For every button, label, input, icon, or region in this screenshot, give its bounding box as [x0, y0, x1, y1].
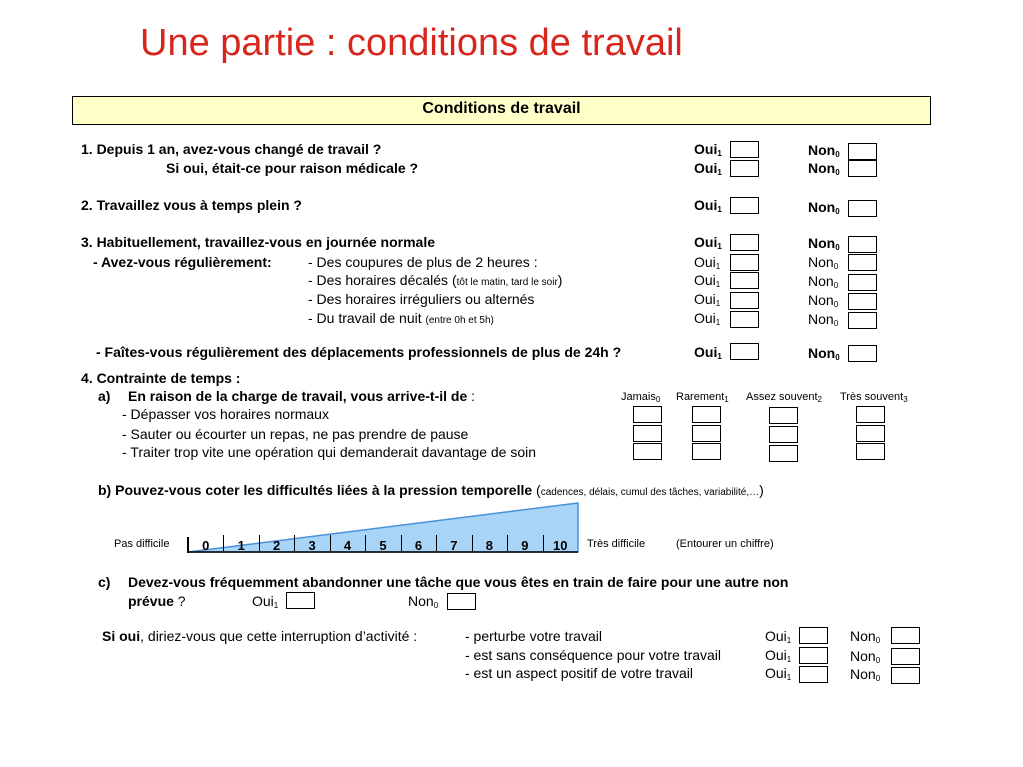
non-label: Non$_0$	[808, 273, 839, 290]
q4c-line2: prévue ?	[128, 593, 186, 609]
scale-value-8[interactable]: 8	[485, 538, 493, 553]
scale-tick	[330, 535, 331, 551]
q4a-text: En raison de la charge de travail, vous arrive-t-il de :	[128, 388, 476, 404]
oui-label: Oui$_1$	[765, 628, 792, 645]
scale-low-label: Pas difficile	[114, 538, 170, 550]
non-label: Non$_0$	[850, 628, 881, 645]
q4b-text: b) Pouvez-vous coter les difficultés liées à la pression temporelle (cadences, délais, cumul des tâches, variabilité,…)	[98, 482, 764, 498]
scale-tick	[259, 535, 260, 551]
q4a-item: - Dépasser vos horaires normaux	[122, 406, 329, 422]
banner-title: Conditions de travail	[422, 100, 581, 117]
non-label: Non$_0$	[808, 311, 839, 328]
non-label: Non$_0$	[808, 142, 840, 159]
scale-value-2[interactable]: 2	[273, 538, 281, 553]
scale-value-0[interactable]: 0	[202, 538, 210, 553]
freq-header-assez-souvent: Assez souvent$_2$	[746, 391, 822, 404]
scale-tick	[401, 535, 402, 551]
scale-tick	[436, 535, 437, 551]
scale-instruction: (Entourer un chiffre)	[676, 538, 774, 550]
q3-item: - Des horaires décalés (tôt le matin, tard le soir)	[308, 272, 563, 288]
q4c-oui-checkbox[interactable]	[286, 592, 315, 609]
interrupt3-non-checkbox[interactable]	[891, 667, 920, 684]
interrupt1-oui-checkbox[interactable]	[799, 627, 828, 644]
interruption-item: - est un aspect positif de votre travail	[465, 665, 693, 681]
non-label: Non$_0$	[808, 199, 840, 216]
scale-value-3[interactable]: 3	[308, 538, 316, 553]
scale-tick	[472, 535, 473, 551]
oui-label: Oui$_1$	[694, 310, 721, 327]
si-oui-text: Si oui, diriez-vous que cette interruption d’activité :	[102, 628, 418, 644]
scale-value-10[interactable]: 10	[553, 538, 568, 553]
interrupt2-oui-checkbox[interactable]	[799, 647, 828, 664]
q3-item: - Du travail de nuit (entre 0h et 5h)	[308, 310, 494, 326]
q3-sub-label: - Avez-vous régulièrement:	[93, 254, 272, 270]
q4c-line1: Devez-vous fréquemment abandonner une tâche que vous êtes en train de faire pour une autre non	[128, 574, 789, 590]
non-label: Non$_0$	[808, 345, 840, 362]
scale-tick	[365, 535, 366, 551]
freq-header-jamais: Jamais$_0$	[621, 391, 661, 404]
oui-label: Oui$_1$	[765, 665, 792, 682]
q4a-item: - Sauter ou écourter un repas, ne pas prendre de pause	[122, 426, 469, 442]
oui-label: Oui$_1$	[694, 160, 722, 177]
scale-value-7[interactable]: 7	[450, 538, 458, 553]
oui-label: Oui$_1$	[252, 593, 279, 610]
non-label: Non$_0$	[808, 235, 840, 252]
non-label: Non$_0$	[408, 593, 439, 610]
oui-label: Oui$_1$	[765, 647, 792, 664]
oui-label: Oui$_1$	[694, 344, 722, 361]
scale-value-6[interactable]: 6	[414, 538, 423, 553]
scale-high-label: Très difficile	[587, 538, 646, 550]
oui-label: Oui$_1$	[694, 272, 721, 289]
interrupt1-non-checkbox[interactable]	[891, 627, 920, 644]
q4a-prefix: a)	[98, 388, 111, 404]
interrupt3-oui-checkbox[interactable]	[799, 666, 828, 683]
scale-value-9[interactable]: 9	[521, 538, 529, 553]
non-label: Non$_0$	[808, 254, 839, 271]
non-label: Non$_0$	[850, 648, 881, 665]
q4a-item: - Traiter trop vite une opération qui demanderait davantage de soin	[122, 444, 537, 460]
q4c-prefix: c)	[98, 574, 111, 590]
oui-label: Oui$_1$	[694, 141, 722, 158]
non-label: Non$_0$	[808, 292, 839, 309]
scale-tick	[507, 535, 508, 551]
q3-travel: - Faîtes-vous régulièrement des déplacements professionnels de plus de 24h ?	[96, 344, 622, 360]
oui-label: Oui$_1$	[694, 234, 722, 251]
scale-tick	[543, 535, 544, 551]
q2-text: 2. Travaillez vous à temps plein ?	[81, 197, 302, 213]
oui-label: Oui$_1$	[694, 197, 722, 214]
oui-label: Oui$_1$	[694, 254, 721, 271]
scale-tick	[223, 535, 224, 551]
q3-main: 3. Habituellement, travaillez-vous en journée normale	[81, 234, 435, 250]
scale-tick	[294, 535, 295, 551]
interruption-item: - perturbe votre travail	[465, 628, 602, 644]
q1-line1: 1. Depuis 1 an, avez-vous changé de travail ?	[81, 141, 382, 157]
freq-header-tres-souvent: Très souvent$_3$	[840, 391, 908, 404]
freq-header-rarement: Rarement$_1$	[676, 391, 729, 404]
scale-value-4[interactable]: 4	[343, 538, 352, 553]
oui-label: Oui$_1$	[694, 291, 721, 308]
interruption-item: - est sans conséquence pour votre travail	[465, 647, 722, 663]
q3-item: - Des coupures de plus de 2 heures :	[308, 254, 538, 270]
q4c-non-checkbox[interactable]	[447, 593, 476, 610]
q3-item: - Des horaires irréguliers ou alternés	[308, 291, 535, 307]
slide-title: Une partie : conditions de travail	[140, 22, 683, 64]
scale-value-5[interactable]: 5	[379, 538, 387, 553]
non-label: Non$_0$	[850, 666, 881, 683]
interrupt2-non-checkbox[interactable]	[891, 648, 920, 665]
non-label: Non$_0$	[808, 160, 840, 177]
q4-title: 4. Contrainte de temps :	[81, 370, 241, 386]
q1-line2: Si oui, était-ce pour raison médicale ?	[166, 160, 419, 176]
scale-value-1[interactable]: 1	[237, 538, 245, 553]
